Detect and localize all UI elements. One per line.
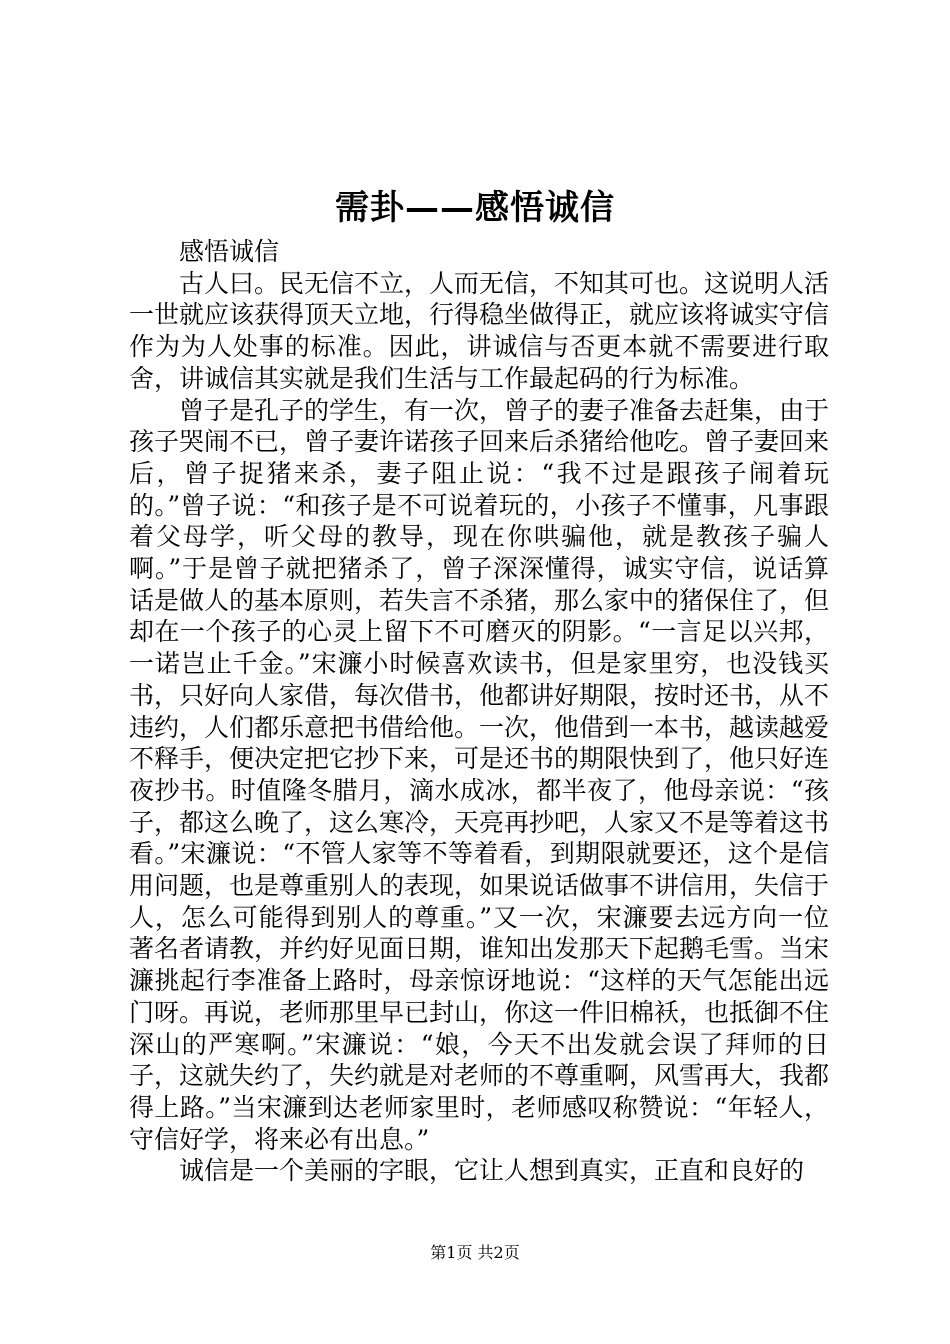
document-body <box>129 236 829 1187</box>
subheading: 感悟诚信 <box>179 237 280 266</box>
page-footer: 第1页 共2页 <box>430 1243 520 1262</box>
paragraph: 诚信是一个美丽的字眼，它让人想到真实，正直和良好的 <box>179 1156 805 1186</box>
document-title: 需卦——感悟诚信 <box>335 188 615 228</box>
paragraph: 曾子是孔子的学生，有一次，曾子的妻子准备去赶集，由于孩子哭闹不已，曾子妻许诺孩子回来后杀猪给他吃。曾子妻回来后，曾子捉猪来杀，妻子阻止说：“我不过是跟孩子闹着玩的。”曾子说：“和孩子是不可说着玩的，小孩子不懂事，凡事跟着父母学，听父母的教导，现在你哄骗他，就是教孩子骗人啊。”于是曾子就把猪杀了，曾子深深懂得，诚实守信，说话算话是做人的基本原则，若失言不杀猪，那么家中的猪保住了，但却在一个孩子的心灵上留下不可磨灭的阴影。“一言足以兴邦，一诺岂止千金。”宋濂小时候喜欢读书，但是家里穷，也没钱买书，只好向人家借，每次借书，他都讲好期限，按时还书，从不违约，人们都乐意把书借给他。一次，他借到一本书，越读越爱不释手，便决定把它抄下来，可是还书的期限快到了，他只好连夜抄书。时值隆冬腊月，滴水成冰，都半夜了，他母亲说：“孩子，都这么晚了，这么寒冷，天亮再抄吧，人家又不是等着这书看。”宋濂说：“不管人家等不等着看，到期限就要还，这个是信用问题，也是尊重别人的表现，如果说话做事不讲信用，失信于人，怎么可能得到别人的尊重。”又一次，宋濂要去远方向一位著名者请教，并约好见面日期，谁知出发那天下起鹅毛雪。当宋濂挑起行李准备上路时，母亲惊讶地说：“这样的天气怎能出远门呀。再说，老师那里早已封山，你这一件旧棉袄，也抵御不住深山的严寒啊。”宋濂说：“娘，今天不出发就会误了拜师的日子，这就失约了，失约就是对老师的不尊重啊，风雪再大，我都得上路。”当宋濂到达老师家里时，老师感叹称赞说：“年轻人，守信好学，将来必有出息。” <box>129 395 830 1154</box>
paragraph: 古人曰。民无信不立，人而无信，不知其可也。这说明人活一世就应该获得顶天立地，行得稳坐做得正，就应该将诚实守信作为为人处事的标准。因此，讲诚信与否更本就不需要进行取舍，讲诚信其实就是我们生活与工作最起码的行为标准。 <box>129 268 830 393</box>
